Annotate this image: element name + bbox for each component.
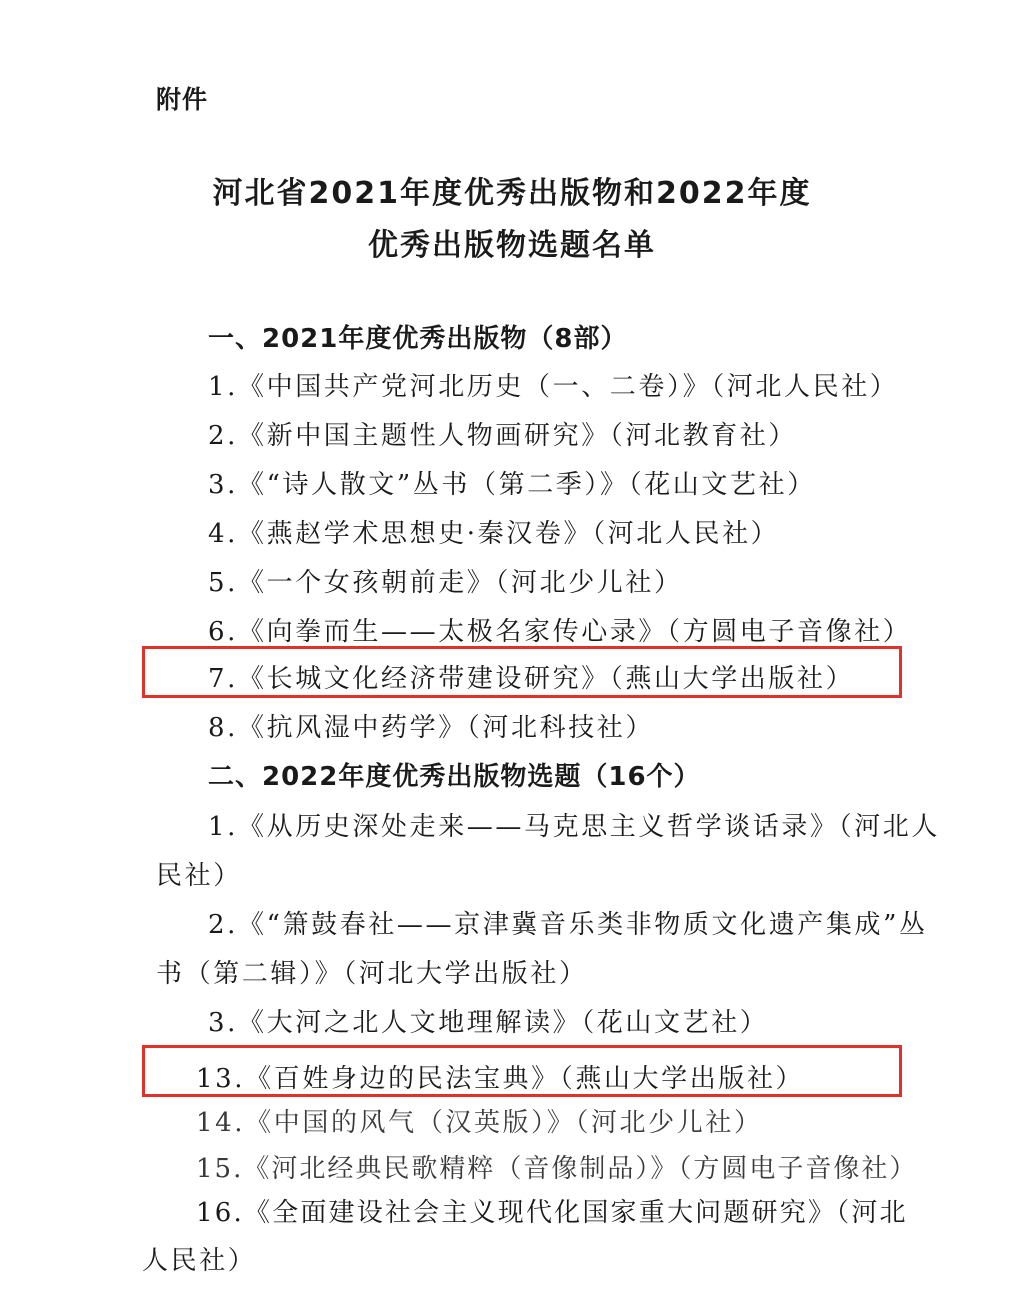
list-item-highlighted: 13.《百姓身边的民法宝典》（燕山大学出版社） — [196, 1064, 805, 1094]
list-item: 1.《从历史深处走来——马克思主义哲学谈话录》（河北人 — [208, 812, 941, 842]
list-item: 15.《河北经典民歌精粹（音像制品）》（方圆电子音像社） — [196, 1154, 918, 1184]
list-item: 8.《抗风湿中药学》（河北科技社） — [208, 713, 655, 743]
list-item: 16.《全面建设社会主义现代化国家重大问题研究》（河北 — [196, 1198, 908, 1228]
list-item: 4.《燕赵学术思想史·秦汉卷》（河北人民社） — [208, 519, 780, 549]
list-item: 6.《向拳而生——太极名家传心录》（方圆电子音像社） — [208, 617, 912, 647]
title-line-2: 优秀出版物选题名单 — [368, 228, 656, 263]
list-item: 2.《新中国主题性人物画研究》（河北教育社） — [208, 421, 798, 451]
list-item-continuation: 民社） — [156, 861, 242, 891]
list-item: 3.《大河之北人文地理解读》（花山文艺社） — [208, 1008, 769, 1038]
list-item: 14.《中国的风气（汉英版）》（河北少儿社） — [196, 1108, 763, 1138]
list-item-highlighted: 7.《长城文化经济带建设研究》（燕山大学出版社） — [208, 664, 855, 694]
list-item: 5.《一个女孩朝前走》（河北少儿社） — [208, 568, 683, 598]
title-line-1: 河北省2021年度优秀出版物和2022年度 — [212, 176, 812, 211]
list-item: 2.《“箫鼓春社——京津冀音乐类非物质文化遗产集成”丛 — [208, 910, 928, 940]
list-item: 1.《中国共产党河北历史（一、二卷）》（河北人民社） — [208, 372, 899, 402]
list-item-continuation: 人民社） — [142, 1246, 257, 1276]
list-item: 3.《“诗人散文”丛书（第二季）》（花山文艺社） — [208, 470, 816, 500]
section-1-heading: 一、2021年度优秀出版物（8部） — [208, 324, 628, 354]
list-item-continuation: 书（第二辑）》（河北大学出版社） — [156, 959, 588, 989]
attachment-label: 附件 — [156, 85, 209, 114]
section-2-heading: 二、2022年度优秀出版物选题（16个） — [208, 762, 701, 792]
